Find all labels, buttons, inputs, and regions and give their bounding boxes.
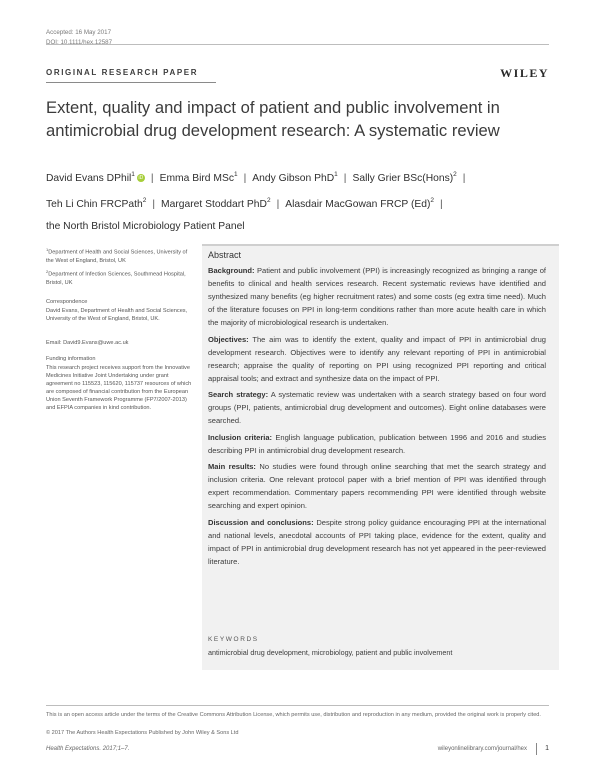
abstract-objectives [208,333,546,385]
affiliation-1 [46,246,196,265]
abstract-label: Main results: [208,462,256,471]
accepted-date: Accepted: 16 May 2017 [46,29,112,36]
publisher-logo: WILEY [500,66,549,80]
section-rule [46,82,216,83]
funding-heading: Funding information [46,356,96,362]
correspondence-email[interactable]: Email: David9.Evans@uwe.ac.uk [46,340,129,346]
author-separator: | [276,199,280,210]
journal-url[interactable]: wileyonlinelibrary.com/journal/hex [437,746,527,752]
author-affiliation-sup: 1 [233,171,238,178]
author-name[interactable]: David Evans DPhil [46,173,132,184]
author-name[interactable]: Alasdair MacGowan FRCP (Ed) [285,199,431,210]
author-affiliation-sup: 2 [430,197,435,204]
author-affiliation-sup: 1 [131,171,135,178]
author-name[interactable]: Andy Gibson PhD [252,173,335,184]
footer-row [46,746,549,752]
orcid-icon[interactable]: iD [138,175,144,181]
affiliation-sup: 1 [46,247,49,252]
keywords-text: antimicrobial drug development, microbiology, patient and public involvement [208,648,453,657]
author-list [46,164,561,238]
footer-divider [46,705,549,706]
abstract-label: Objectives: [208,334,249,344]
abstract-background [208,264,546,329]
footer-separator [536,743,537,755]
abstract-label: Search strategy: [208,390,269,399]
author-separator: | [462,173,466,184]
author-name[interactable]: Margaret Stoddart PhD [161,199,267,210]
abstract-inclusion [208,431,546,457]
author-name[interactable]: Teh Li Chin FRCPath [46,199,143,210]
abstract-label: Discussion and conclusions: [208,517,314,527]
article-title: Extent, quality and impact of patient and public involvement in antimicrobial drug development research: A systematic review [46,98,500,140]
abstract-paragraph: English language publication, publication between 1996 and 2016 and studies describing PPI in antimicrobial drug development research. [208,432,546,455]
keywords-label: KEYWORDS [208,636,259,643]
abstract-paragraph: A systematic review was undertaken with a search strategy based on four word groups (PPI, patients, antimicrobial drug development and outcomes). Eight online databases were searched. [208,390,546,425]
author-group[interactable]: the North Bristol Microbiology Patient Panel [46,221,245,232]
author-separator: | [440,199,443,210]
abstract-paragraph: Despite strong policy guidance encouraging PPI at the international and national levels, anecdotal accounts of PPI taking place, evidence for the extent, quality and impact of PPI in antimicrobial drug development research has not yet appeared in the peer-reviewed literature. [208,517,546,566]
license-text: This is an open access article under the terms of the Creative Commons Attribution License, which permits use, distribution and reproduction in any medium, provided the original work is properly cited. [46,712,541,718]
affiliation-text: Department of Infection Sciences, Southmead Hospital, Bristol, UK [46,271,186,286]
copyright-text: © 2017 The Authors Health Expectations Published by John Wiley & Sons Ltd [46,730,239,736]
abstract-label: Background: [208,266,255,275]
affiliation-2 [46,268,196,287]
author-affiliation-sup: 1 [334,171,338,178]
correspondence-heading: Correspondence [46,299,88,305]
section-label: ORIGINAL RESEARCH PAPER [46,68,199,77]
header-divider [46,44,549,45]
author-separator: | [343,173,347,184]
affiliation-text: Department of Health and Social Sciences, University of the West of England, Bristol, UK [46,249,188,264]
author-affiliation-sup: 2 [453,171,457,178]
abstract-label: Inclusion criteria: [208,432,273,442]
abstract-search [208,388,546,427]
abstract-heading: Abstract [208,250,242,260]
correspondence-text: David Evans, Department of Health and Social Sciences, University of the West of England, Bristol, UK. [46,308,188,323]
journal-citation: Health Expectations. 2017;1–7. [46,746,130,752]
abstract-results [208,460,546,512]
abstract-discussion [208,516,546,568]
author-name[interactable]: Sally Grier BSc(Hons) [352,173,454,184]
author-separator: | [243,173,247,184]
abstract-body [208,264,546,571]
author-name[interactable]: Emma Bird MSc [159,173,234,184]
author-separator: | [152,199,156,210]
page-number: 1 [545,745,549,752]
funding-text: This research project receives support from the Innovative Medicines Initiative Joint Undertaking under grant agreement no 115523, 115620, 115737 resources of which are composed of financial contribution from the European Union Seventh Framework Programme (FP7/2007-2013) and EFPIA companies in kind contribution. [46,365,192,412]
abstract-paragraph: No studies were found through online searching that met the search strategy and inclusion criteria. One relevant protocol paper with a brief mention of PPI was identified through expert recommendation. Commentary papers recommending PPI were identified through website searching and expert opinion. [208,462,546,510]
author-affiliation-sup: 2 [142,197,147,204]
abstract-paragraph: The aim was to identify the extent, quality and impact of PPI in antimicrobial drug development research. Objectives were to identify any relevant reporting of PPI in antimicrobial research; appraise the quality of reporting on PPI using recognized PPI reporting and critical appraisal tools; and extract and synthesize data on the impact of PPI. [208,334,546,383]
affiliation-sup: 2 [46,269,49,274]
author-separator: | [150,173,154,184]
author-affiliation-sup: 2 [266,197,271,204]
doi[interactable]: DOI: 10.1111/hex.12587 [46,39,113,46]
abstract-paragraph: Patient and public involvement (PPI) is increasingly recognized as bringing a range of benefits to clinical and health services research. Recent systematic reviews have identified and synthesized many benefits (eg higher recruitment rates) and some costs (eg extra time need). Much of the literature focuses on PPI in long-term conditions rather than more acute health care in which the majority of microbiological research is undertaken. [208,266,546,327]
